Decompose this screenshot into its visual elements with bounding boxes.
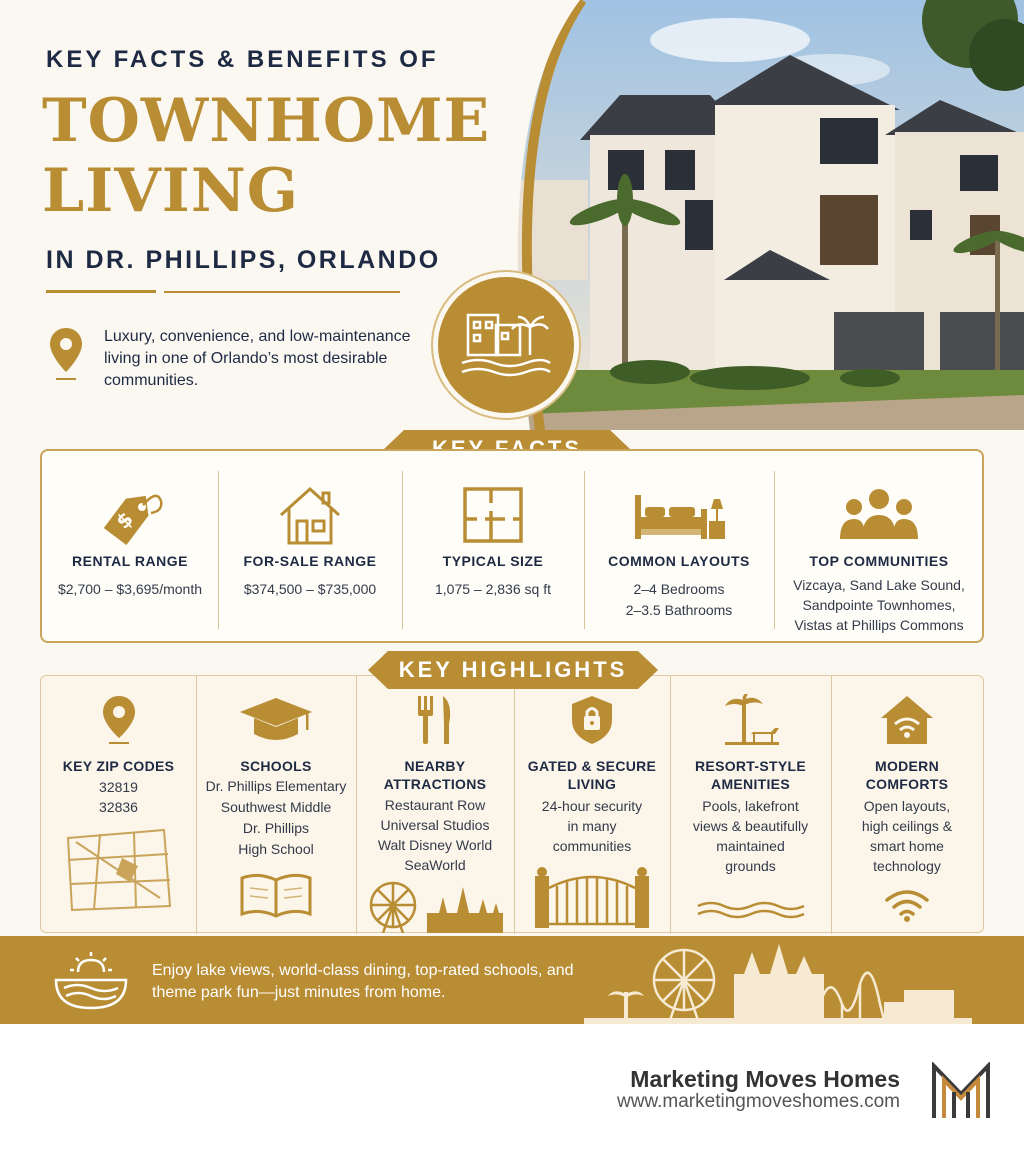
- highlight-attractions: [356, 676, 514, 934]
- fact-value-line: Vizcaya, Sand Lake Sound,: [793, 577, 965, 593]
- wifi-icon: [883, 888, 931, 922]
- highlight-value-line: 24-hour security: [541, 798, 643, 814]
- key-highlights-panel: [40, 675, 984, 933]
- fact-value-line: Vistas at Phillips Commons: [794, 617, 964, 633]
- highlight-value-line: Dr. Phillips Elementary: [205, 778, 347, 794]
- location-pin-icon: [101, 694, 137, 746]
- bed-icon: [631, 485, 727, 545]
- fact-for-sale-range: [218, 471, 402, 631]
- divider: [164, 291, 400, 293]
- highlight-value-line: High School: [238, 841, 314, 857]
- house-icon: [277, 485, 343, 547]
- orlando-skyline-art: [584, 944, 972, 1024]
- highlight-value-line: Restaurant Row: [384, 797, 486, 813]
- fact-value-line: 1,075 – 2,836 sq ft: [435, 581, 551, 597]
- book-icon: [238, 872, 314, 920]
- highlight-value-line: communities: [552, 838, 632, 854]
- highlight-label: [41, 757, 196, 775]
- fact-label: RENTAL RANGE: [72, 553, 188, 569]
- gate-icon: [533, 866, 651, 928]
- highlight-label: [670, 757, 831, 793]
- page-title-line-1: TOWNHOME: [42, 86, 491, 156]
- fact-label: TYPICAL SIZE: [442, 553, 544, 569]
- townhome-photo: [500, 0, 1024, 430]
- highlight-label-line: GATED & SECURE: [527, 758, 657, 774]
- fact-value-line: 2–4 Bedrooms: [633, 581, 725, 597]
- fact-value-line: 2–3.5 Bathrooms: [625, 602, 733, 618]
- kicker-text: KEY FACTS & BENEFITS OF: [46, 46, 439, 73]
- fact-value: [402, 579, 584, 600]
- highlight-value-line: technology: [873, 858, 941, 874]
- fact-value-line: $374,500 – $735,000: [243, 581, 377, 597]
- location-pin-icon: [48, 326, 84, 382]
- highlight-value: [196, 776, 356, 860]
- fact-value: [774, 575, 984, 635]
- fact-top-communities: [774, 471, 984, 631]
- highlight-label: [196, 757, 356, 775]
- fact-label: FOR-SALE RANGE: [243, 553, 377, 569]
- highlight-value-line: smart home: [870, 838, 944, 854]
- fact-typical-size: [402, 471, 584, 631]
- highlight-value: [514, 796, 670, 856]
- fact-label: COMMON LAYOUTS: [608, 553, 750, 569]
- fact-value: [584, 579, 774, 621]
- highlight-label-line: COMFORTS: [865, 776, 949, 792]
- fact-common-layouts: [584, 471, 774, 631]
- fact-label: TOP COMMUNITIES: [809, 553, 949, 569]
- highlight-value-line: in many: [567, 818, 617, 834]
- highlight-schools: [196, 676, 356, 934]
- fork-knife-icon: [415, 694, 455, 746]
- fact-rental-range: [42, 471, 218, 631]
- brand-name: Marketing Moves Homes: [630, 1066, 900, 1092]
- highlight-value-line: grounds: [725, 858, 776, 874]
- key-facts-panel: [40, 449, 984, 643]
- highlight-value-line: Open layouts,: [863, 798, 951, 814]
- highlight-value-line: Pools, lakefront: [702, 798, 799, 814]
- highlight-label-line: RESORT-STYLE: [695, 758, 806, 774]
- highlight-gated-secure: [514, 676, 670, 934]
- key-highlights-banner: [368, 651, 658, 689]
- svg-text:$: $: [110, 506, 138, 534]
- highlight-value-line: 32836: [99, 799, 138, 815]
- highlight-value: [670, 796, 831, 876]
- map-icon: [64, 828, 174, 912]
- fact-value-line: Sandpointe Townhomes,: [802, 597, 956, 613]
- brand-logo-icon: [930, 1062, 992, 1120]
- highlight-value-line: Southwest Middle: [220, 799, 332, 815]
- highlight-value-line: Universal Studios: [380, 817, 490, 833]
- highlight-value-line: maintained: [716, 838, 785, 854]
- price-tag-icon: [95, 485, 165, 547]
- highlight-value-line: 32819: [99, 779, 138, 795]
- fact-value-line: $2,700 – $3,695/month: [57, 581, 202, 597]
- brand-url[interactable]: www.marketingmoveshomes.com: [617, 1091, 900, 1112]
- waves-icon: [696, 900, 806, 920]
- theme-park-icon: [367, 879, 503, 933]
- palm-lounger-icon: [723, 694, 779, 748]
- highlight-value-line: views & beautifully: [692, 818, 809, 834]
- highlight-label-line: AMENITIES: [711, 776, 790, 792]
- highlight-zip-codes: [41, 676, 196, 934]
- graduation-cap-icon: [238, 694, 314, 746]
- footer-text: Enjoy lake views, world-class dining, top-rated schools, and theme park fun—just minutes from home.: [152, 962, 574, 1001]
- highlight-value-line: high ceilings &: [861, 818, 953, 834]
- highlight-label: [356, 757, 514, 793]
- highlight-value: [831, 796, 983, 876]
- people-icon: [838, 485, 920, 541]
- shield-lock-icon: [570, 694, 614, 746]
- key-highlights-title: KEY HIGHLIGHTS: [398, 657, 628, 682]
- highlight-value: [356, 795, 514, 875]
- highlight-label-line: MODERN: [874, 758, 940, 774]
- townhome-icon: [438, 277, 574, 413]
- highlight-modern-comforts: [831, 676, 983, 934]
- highlight-label-line: KEY ZIP CODES: [62, 758, 175, 774]
- townhome-badge: [433, 272, 579, 418]
- fact-value: [42, 579, 218, 600]
- page-title-line-2: LIVING: [42, 156, 299, 226]
- highlight-value-line: SeaWorld: [404, 857, 466, 873]
- highlight-value: [41, 777, 196, 817]
- highlight-label-line: SCHOOLS: [240, 758, 312, 774]
- fact-value: [218, 579, 402, 600]
- highlight-label-line: NEARBY: [404, 758, 466, 774]
- highlight-label: [514, 757, 670, 793]
- highlight-value-line: Walt Disney World: [377, 837, 493, 853]
- smart-home-icon: [879, 694, 935, 746]
- page-subtitle: IN DR. PHILLIPS, ORLANDO: [46, 246, 441, 274]
- highlight-label-line: LIVING: [567, 776, 617, 792]
- highlight-label: [831, 757, 983, 793]
- sun-lake-icon: [52, 950, 130, 1010]
- highlight-value-line: Dr. Phillips: [242, 820, 310, 836]
- divider: [46, 290, 156, 293]
- highlight-label-line: ATTRACTIONS: [383, 776, 487, 792]
- highlight-resort-amenities: [670, 676, 831, 934]
- tagline: Luxury, convenience, and low-maintenance living in one of Orlando’s most desirable communities.: [104, 328, 411, 389]
- floor-plan-icon: [461, 485, 525, 545]
